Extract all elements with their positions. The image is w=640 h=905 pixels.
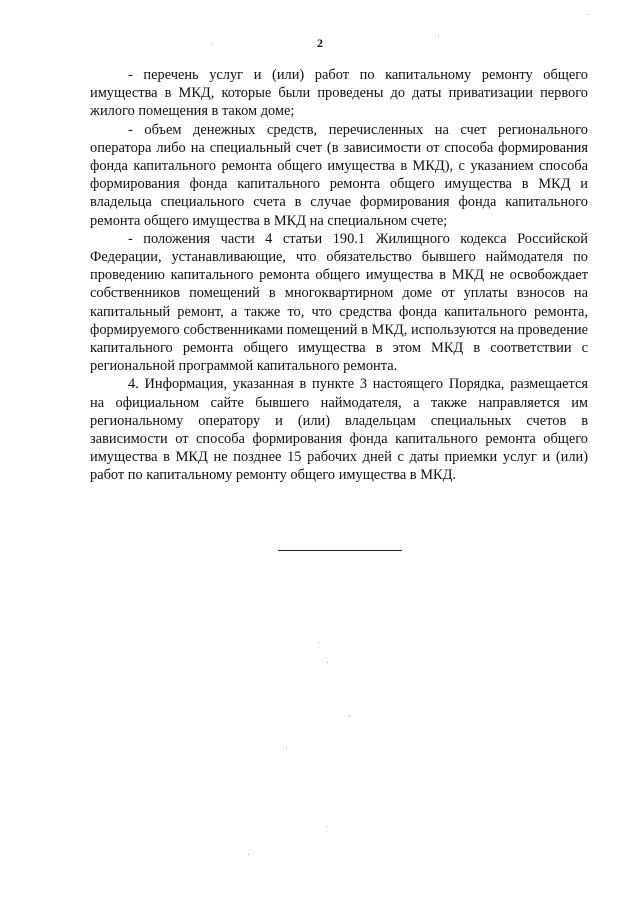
scan-speck — [248, 854, 249, 855]
paragraph-services-list: - перечень услуг и (или) работ по капитальному ремонту общего имущества в МКД, которые были проведены до даты приватизации первого жилого помещения в таком доме; — [90, 67, 588, 120]
scan-speck — [588, 14, 589, 15]
scan-speck — [438, 36, 439, 37]
document-body — [90, 66, 588, 485]
paragraph-item-4: 4. Информация, указанная в пункте 3 настоящего Порядка, размещается на официальном сайте бывшего наймодателя, а также направляется им региональному оператору и (или) владельцам специальных счетов в зависимости от способа формирования фонда капитального ремонта общего имущества в МКД не позднее 15 рабочих дней с даты приемки услуг и (или) работ по капитальному ремонту общего имущества в МКД. — [90, 376, 588, 484]
scan-speck — [349, 716, 350, 717]
scan-speck — [286, 748, 287, 749]
scan-speck — [212, 44, 213, 45]
end-divider-line — [278, 550, 402, 551]
scan-speck — [326, 826, 327, 827]
paragraph-housing-code-provisions: - положения части 4 статьи 190.1 Жилищного кодекса Российской Федерации, устанавливающие, что обязательство бывшего наймодателя по проведению капитального ремонта общего имущества в МКД не освобождает собственников помещений в многоквартирном доме от уплаты взносов на капитальный ремонт, а также то, что средства фонда капитального ремонта, формируемого собственниками помещений в МКД, используются на проведение капитального ремонта общего имущества в этом МКД в соответствии с региональной программой капитального ремонта. — [90, 230, 588, 375]
scan-speck — [327, 662, 328, 663]
page-number: 2 — [317, 36, 323, 50]
scan-speck — [318, 642, 319, 643]
paragraph-funds-amount: - объем денежных средств, перечисленных на счет регионального оператора либо на специальный счет (в зависимости от способа формирования фонда капитального ремонта общего имущества в МКД), с указанием способа формирования фонда капитального ремонта общего имущества в МКД и владельца специального счета в случае формирования фонда капитального ремонта общего имущества в МКД на специальном счете; — [90, 121, 588, 229]
